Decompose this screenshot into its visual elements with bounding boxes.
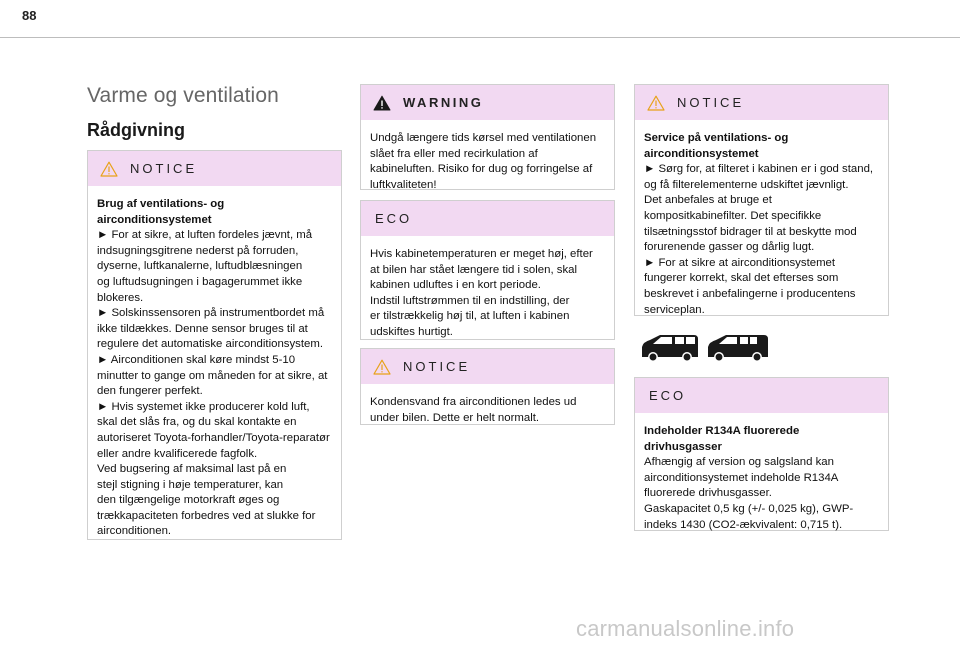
box-heading-line: drivhusgasser <box>644 440 722 453</box>
notice-box-ventilation-use <box>87 150 342 540</box>
box-text-line: ► Airconditionen skal køre mindst 5-10 <box>97 353 296 366</box>
box-text-line: eller andre kvalificerede fagfolk. <box>97 447 258 460</box>
eco-box-header <box>361 201 614 236</box>
top-divider <box>0 37 960 38</box>
van-icon <box>708 335 768 361</box>
warning-triangle-outline-icon <box>100 161 118 177</box>
box-text-line: den tilgængelige motorkraft øges og <box>97 494 280 507</box>
box-text-line: airconditionsystemet indeholde R134A <box>644 471 839 484</box>
eco-box-title: ECO <box>375 211 413 226</box>
notice-box-title: NOTICE <box>403 359 471 374</box>
box-text-line: indeks 1430 (CO2-ækvivalent: 0,715 t). <box>644 518 843 531</box>
box-text-line: fluorerede drivhusgasser. <box>644 487 772 500</box>
box-heading-line: airconditionsystemet <box>644 147 759 160</box>
warning-triangle-outline-icon <box>647 95 665 111</box>
notice-box-body <box>635 120 888 318</box>
notice-box-body <box>361 384 614 426</box>
box-text-line: ► For at sikre at airconditionsystemet <box>644 256 836 269</box>
notice-box-header <box>361 349 614 384</box>
box-heading-line: Indeholder R134A fluorerede <box>644 425 800 437</box>
notice-box-title: NOTICE <box>677 95 745 110</box>
box-text-line: fungerer korrekt, skal det efterses som <box>644 272 839 285</box>
box-text-line: Hvis kabinetemperaturen er meget høj, efter <box>370 248 593 260</box>
box-text-line: forurenende gasser og dårlig lugt. <box>644 241 815 254</box>
eco-box-body <box>635 413 888 533</box>
warning-box-body <box>361 120 614 193</box>
eco-box-cabin-temperature <box>360 200 615 340</box>
eco-box-refrigerant <box>634 377 889 531</box>
box-text-line: og luftudsugningen i bagagerummet ikke <box>97 275 303 288</box>
page-title: Varme og ventilation <box>87 84 279 107</box>
box-heading-line: Service på ventilations- og <box>644 132 789 144</box>
box-text-line: skal det slås fra, og du skal kontakte en <box>97 416 297 429</box>
box-text-line: dyserne, luftkanalerne, luftudblæsningen <box>97 260 303 273</box>
warning-box-recirculation <box>360 84 615 190</box>
watermark-text: carmanualsonline.info <box>576 616 795 641</box>
notice-box-header <box>88 151 341 186</box>
warning-box-title: WARNING <box>403 95 484 110</box>
box-text-line: ► For at sikre, at luften fordeles jævnt, må <box>97 229 313 242</box>
notice-box-title: NOTICE <box>130 161 198 176</box>
box-text-line: airconditionen. <box>97 525 172 538</box>
box-text-line: serviceplan. <box>644 303 705 316</box>
box-text-line: er tilstrækkelig høj til, at luften i kabinen <box>370 310 570 323</box>
vehicle-variant-icons <box>640 334 770 362</box>
box-text-line: Det anbefales at bruge et <box>644 194 772 207</box>
box-text-line: regulere det automatiske airconditionsystem. <box>97 338 324 351</box>
box-text-line: stejl stigning i høje temperaturer, kan <box>97 478 284 491</box>
box-text-line: Kondensvand fra airconditionen ledes ud <box>370 396 577 408</box>
box-text-line: luftkvaliteten! <box>370 178 437 191</box>
box-text-line: kabinen udluftes i en kort periode. <box>370 279 541 292</box>
box-text-line: blokeres. <box>97 291 144 304</box>
box-heading-line: airconditionsystemet <box>97 213 212 226</box>
box-text-line: ikke tildækkes. Denne sensor bruges til at <box>97 322 308 335</box>
box-text-line: kabineluften. Risiko for dug og forringelse af <box>370 163 593 176</box>
box-text-line: ► Sørg for, at filteret i kabinen er i god stand, <box>644 163 874 176</box>
box-text-line: at bilen har stået længere tid i solen, skal <box>370 263 578 276</box>
box-text-line: tilsætningsstof bidrager til at beskytte mod <box>644 225 857 238</box>
notice-box-condensation <box>360 348 615 425</box>
box-text-line: autoriseret Toyota-forhandler/Toyota-reparatør <box>97 431 330 444</box>
box-text-line: kompositkabinefilter. Det specifikke <box>644 209 822 222</box>
box-text-line: udskiftes hurtigt. <box>370 325 453 338</box>
page-number: 88 <box>22 8 37 23</box>
box-text-line: Indstil luftstrømmen til en indstilling, der <box>370 294 570 307</box>
box-text-line: indsugningsgitrene nederst på forruden, <box>97 244 299 257</box>
box-text-line: ► Solskinssensoren på instrumentbordet må <box>97 307 325 320</box>
box-text-line: Ved bugsering af maksimal last på en <box>97 463 287 476</box>
eco-box-header <box>635 378 888 413</box>
notice-box-service <box>634 84 889 316</box>
notice-box-header <box>635 85 888 120</box>
box-text-line: trækkapaciteten forbedres ved at slukke for <box>97 509 316 522</box>
notice-box-body <box>88 186 341 540</box>
eco-box-title: ECO <box>649 388 687 403</box>
box-text-line: under bilen. Dette er helt normalt. <box>370 411 540 424</box>
section-title: Rådgivning <box>87 120 185 140</box>
box-text-line: slået fra eller med recirkulation af <box>370 147 538 160</box>
van-icon <box>642 335 698 361</box>
eco-box-body <box>361 236 614 341</box>
box-text-line: Afhængig af version og salgsland kan <box>644 456 834 469</box>
warning-triangle-filled-icon <box>373 95 391 111</box>
warning-box-header <box>361 85 614 120</box>
box-text-line: Gaskapacitet 0,5 kg (+/- 0,025 kg), GWP- <box>644 502 854 515</box>
box-text-line: og få filterelementerne udskiftet jævnligt. <box>644 178 849 191</box>
box-text-line: Undgå længere tids kørsel med ventilationen <box>370 132 597 144</box>
box-text-line: ► Hvis systemet ikke producerer kold luft, <box>97 400 310 413</box>
box-text-line: minutter to gange om måneden for at sikre, at <box>97 369 328 382</box>
box-heading-line: Brug af ventilations- og <box>97 198 225 210</box>
warning-triangle-outline-icon <box>373 359 391 375</box>
box-text-line: beskrevet i anbefalingerne i producentens <box>644 287 856 300</box>
box-text-line: den fungerer perfekt. <box>97 385 203 398</box>
